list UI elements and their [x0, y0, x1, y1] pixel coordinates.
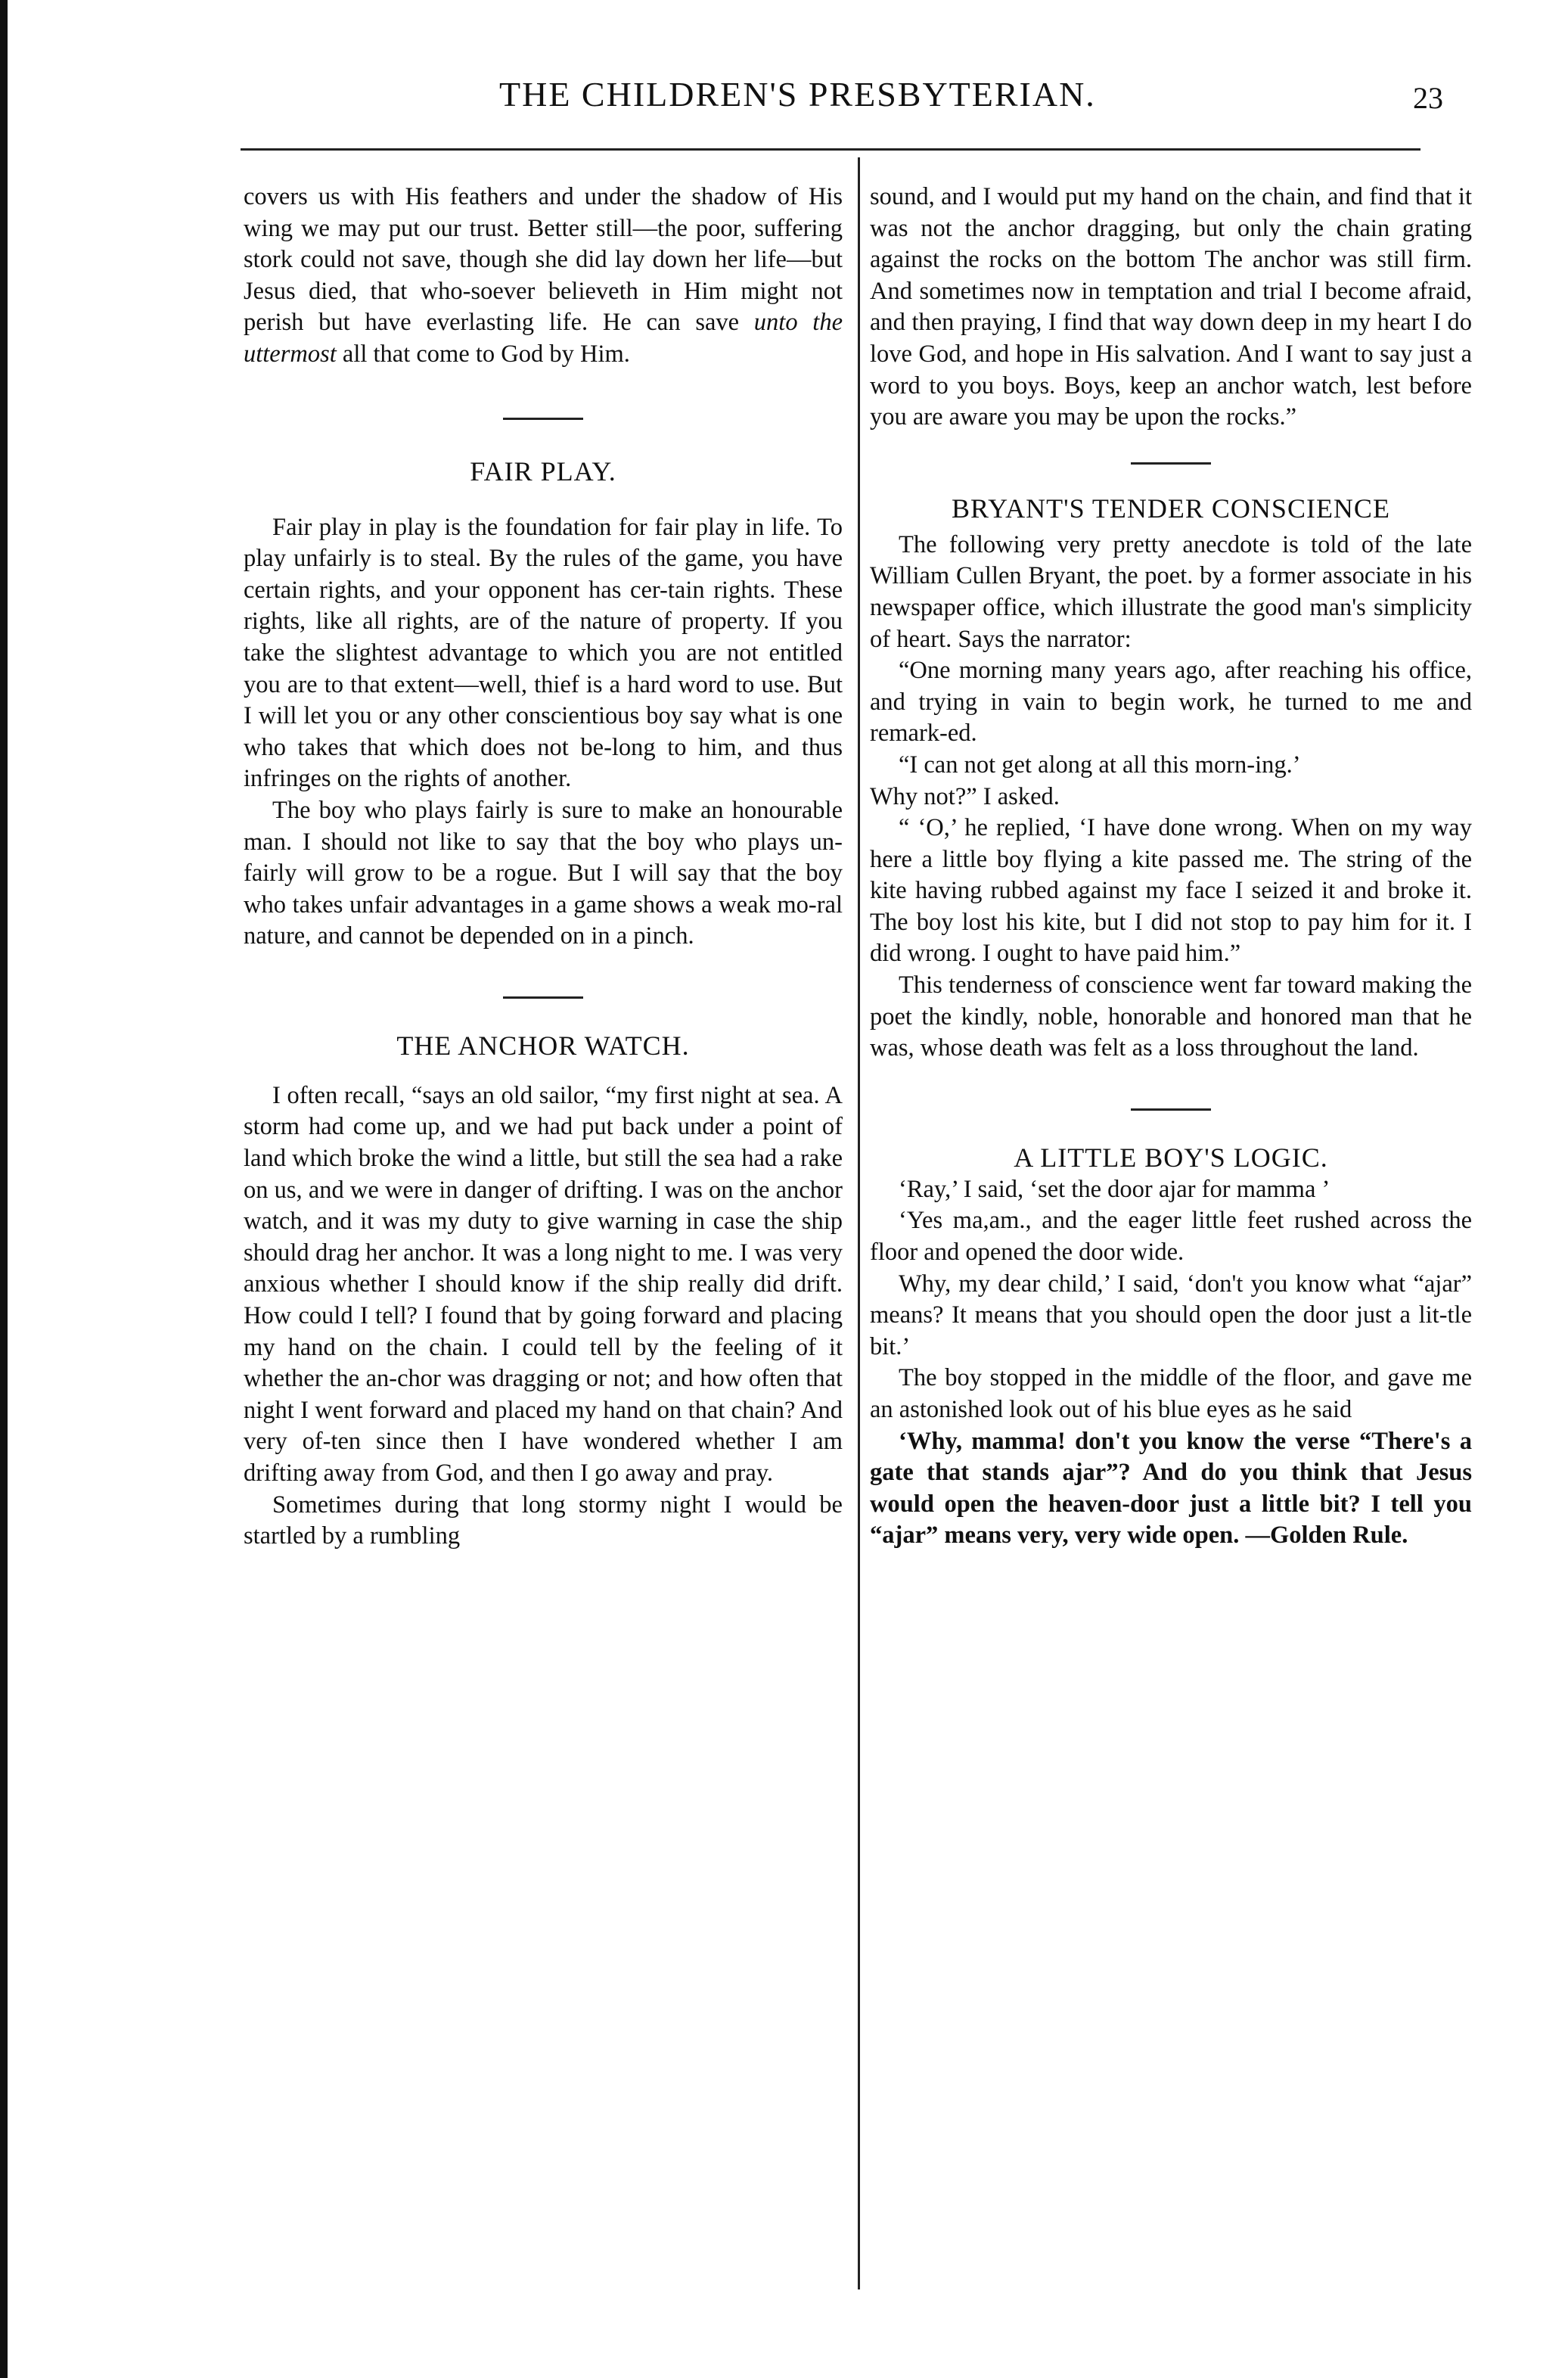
header-rule [241, 148, 1421, 151]
stork-article-ending: covers us with His feathers and under the shadow of His wing we may put our trust. Better still—the poor, suffering stork could not save, though she did lay down her life—but Jesus died, that who-soever believeth in Him might not perish but have everlasting life. He can save unto the uttermost all that come to God by Him. [244, 183, 843, 368]
column-divider [858, 157, 860, 2289]
page-edge-rule [0, 0, 8, 2378]
bryant-paragraph-5: “ ‘O,’ he replied, ‘I have done wrong. When on my way here a little boy flying a kite passed me. The string of the kite having rubbed against my face I seized it and broke it. The boy lost his kite, but I did not stop to pay him for it. I did wrong. I ought to have paid him.” [870, 814, 1472, 968]
bryant-paragraph-3: “I can not get along at all this morn-ing.’ [899, 751, 1301, 779]
fair-play-heading: FAIR PLAY. [470, 455, 616, 486]
left-column [244, 182, 843, 1553]
logic-paragraph-5: ‘Why, mamma! don't you know the verse “There's a gate that stands ajar”? And do you think that Jesus would open the heaven-door just a little bit? I tell you “ajar” means very, very wide open. —Golden Rule. [870, 1427, 1472, 1550]
logic-paragraph-1: ‘Ray,’ I said, ‘set the door ajar for mamma ’ [899, 1175, 1330, 1203]
anchor-watch-continued: sound, and I would put my hand on the chain, and find that it was not the anchor dragging, but only the chain grating against the rocks on the bottom The anchor was still firm. And sometimes now in temptation and trial I become afraid, and then praying, I find that way down deep in my heart I do love God, and hope in His salvation. And I want to say just a word to you boys. Boys, keep an anchor watch, lest before you are aware you may be upon the rocks.” [870, 183, 1472, 431]
bryant-heading: BRYANT'S TENDER CONSCIENCE [952, 493, 1390, 524]
bryant-paragraph-1: The following very pretty anecdote is told of the late William Cullen Bryant, the poet. by a former associate in his newspaper office, which illustrate the good man's simplicity of heart. Says the narrator: [870, 530, 1472, 653]
logic-paragraph-4: The boy stopped in the middle of the floor, and gave me an astonished look out of his blue eyes as he said [870, 1364, 1472, 1423]
bryant-paragraph-4: Why not?” I asked. [870, 782, 1060, 810]
anchor-watch-paragraph-2: Sometimes during that long stormy night I would be startled by a rumbling [244, 1491, 843, 1550]
fair-play-paragraph-2: The boy who plays fairly is sure to make an honourable man. I should not like to say that the boy who plays un-fairly will grow to be a rogue. But I will say that the boy who takes unfair advantages in a game shows a weak mo-ral nature, and cannot be depended on in a pinch. [244, 796, 843, 950]
running-head [0, 74, 1568, 127]
publication-title: THE CHILDREN'S PRESBYTERIAN. [499, 75, 1096, 113]
logic-paragraph-2: ‘Yes ma,am., and the eager little feet rushed across the floor and opened the door wide. [870, 1207, 1472, 1267]
anchor-watch-heading: THE ANCHOR WATCH. [396, 1030, 690, 1061]
right-column [870, 182, 1472, 1552]
bryant-paragraph-6: This tenderness of conscience went far toward making the poet the kindly, noble, honorable and honored man that he was, whose death was felt as a loss throughout the land. [870, 971, 1472, 1062]
italic-phrase: unto the uttermost [244, 309, 843, 368]
fair-play-paragraph-1: Fair play in play is the foundation for fair play in life. To play unfairly is to steal. By the rules of the game, you have certain rights, and your opponent has cer-tain rights. These rights, like all rights, are of the nature of property. If you take the slightest advantage to which you are not entitled you are to that extent—well, thief is a hard word to use. But I will let you or any other conscientious boy say what is one who takes that which does not be-long to him, and thus infringes on the rights of another. [244, 513, 843, 793]
logic-paragraph-3: Why, my dear child,’ I said, ‘don't you know what “ajar” means? It means that you should open the door just a lit-tle bit.’ [870, 1270, 1472, 1360]
anchor-watch-paragraph-1: I often recall, “says an old sailor, “my first night at sea. A storm had come up, and we had put back under a point of land which broke the wind a little, but still the sea had a rake on us, and we were in danger of drifting. I was on the anchor watch, and it was my duty to give warning in case the ship should drag her anchor. It was a long night to me. I was very anxious whether I should know if the ship really did drift. How could I tell? I found that by going forward and placing my hand on the chain. I could tell by the feeling of it whether the an-chor was dragging or not; and how often that night I went forward and placed my hand on that chain? And very of-ten since then I have wondered whether I am drifting away from God, and then I go away and pray. [244, 1081, 843, 1487]
bryant-paragraph-2: “One morning many years ago, after reaching his office, and trying in vain to begin work, he turned to me and remark-ed. [870, 657, 1472, 748]
page-number: 23 [1413, 81, 1443, 115]
logic-heading: A LITTLE BOY'S LOGIC. [1014, 1142, 1328, 1173]
